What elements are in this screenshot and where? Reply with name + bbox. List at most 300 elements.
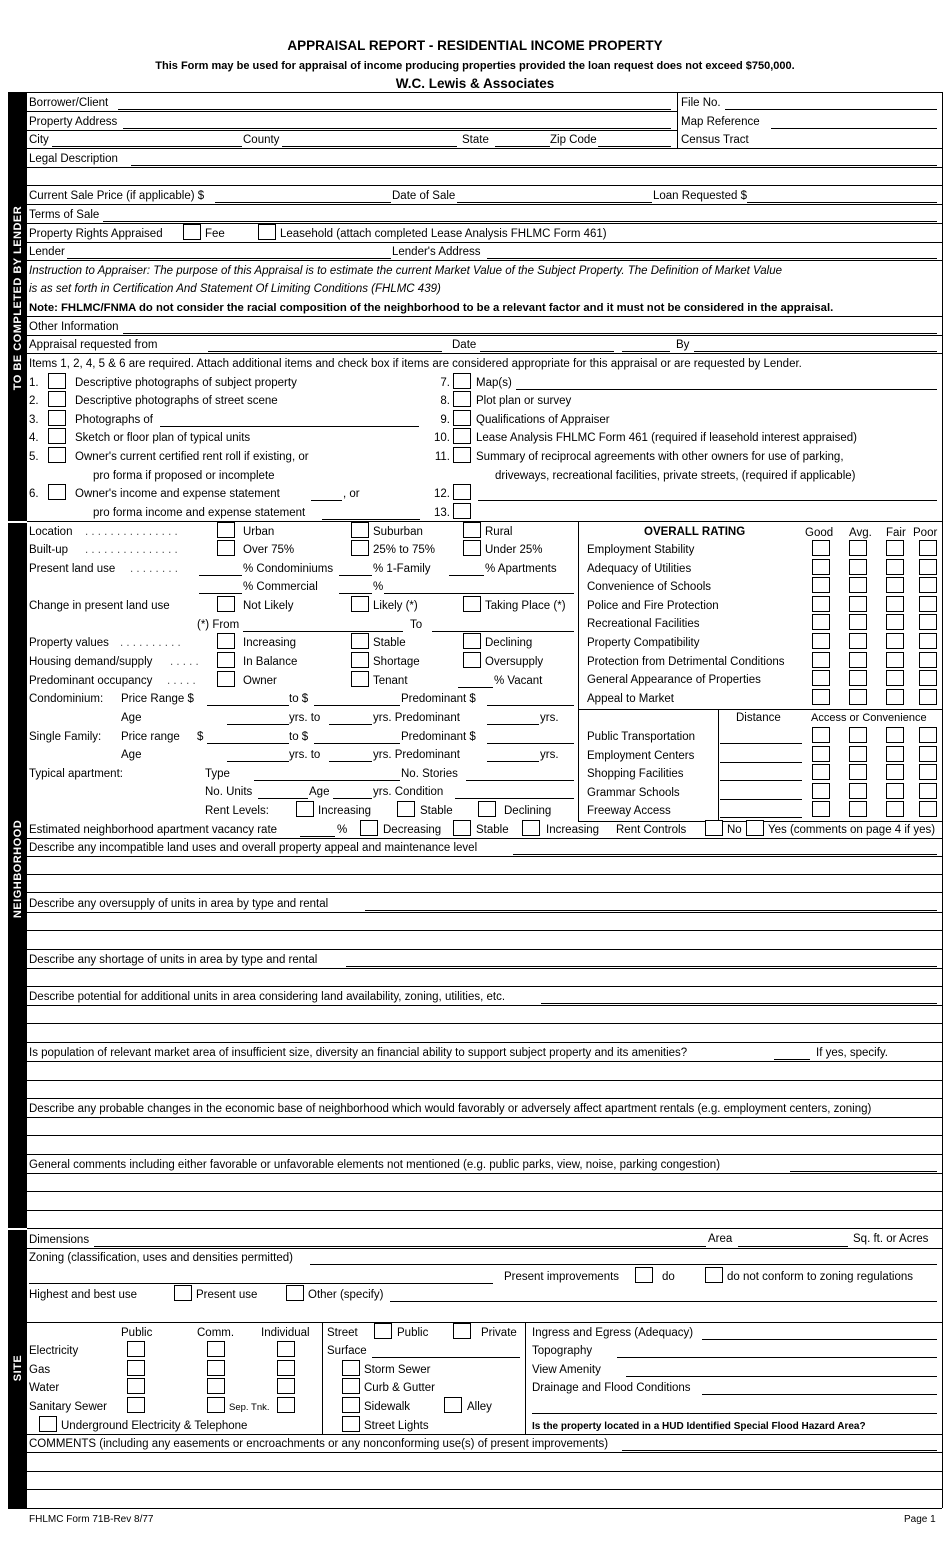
access-convenience-header: Access or Convenience bbox=[811, 712, 927, 724]
access-poor-checkbox[interactable] bbox=[919, 764, 937, 780]
sewer-public-checkbox[interactable] bbox=[127, 1397, 145, 1413]
population-if-yes: If yes, specify. bbox=[816, 1047, 889, 1059]
topography-field[interactable] bbox=[617, 1357, 937, 1358]
vacant-field[interactable] bbox=[458, 687, 493, 688]
item-11-checkbox[interactable] bbox=[453, 447, 471, 463]
leasehold-label: Leasehold (attach completed Lease Analysis FHLMC Form 461) bbox=[280, 228, 607, 240]
over75-checkbox[interactable] bbox=[217, 540, 235, 556]
typical-apartment-label: Typical apartment: bbox=[29, 768, 123, 780]
street-lights-label: Street Lights bbox=[364, 1420, 429, 1432]
distance-field[interactable] bbox=[720, 743, 802, 744]
distance-item-label: Freeway Access bbox=[587, 805, 671, 818]
from-field[interactable] bbox=[243, 631, 403, 632]
utilities-individual-header: Individual bbox=[261, 1327, 310, 1339]
item-4-checkbox[interactable] bbox=[48, 428, 66, 444]
view-amenity-field[interactable] bbox=[626, 1376, 937, 1377]
map-reference-field[interactable] bbox=[771, 128, 937, 129]
water-comm-checkbox[interactable] bbox=[207, 1378, 225, 1394]
rating-good-checkbox[interactable] bbox=[812, 652, 830, 668]
access-fair-checkbox[interactable] bbox=[886, 783, 904, 799]
date-of-sale-label: Date of Sale bbox=[392, 190, 456, 202]
sep-tnk-label: Sep. Tnk. bbox=[229, 1402, 270, 1413]
item-1-number: 1. bbox=[29, 377, 39, 389]
apt-age-field[interactable] bbox=[333, 798, 372, 799]
condominium-label: Condominium: bbox=[29, 693, 104, 705]
gas-individual-checkbox[interactable] bbox=[277, 1360, 295, 1376]
rating-poor-checkbox[interactable] bbox=[919, 670, 937, 686]
appraisal-requested-field[interactable] bbox=[208, 351, 442, 352]
p25to75-checkbox[interactable] bbox=[351, 540, 369, 556]
rating-fair-checkbox[interactable] bbox=[886, 540, 904, 556]
other-use-checkbox[interactable] bbox=[286, 1285, 304, 1301]
fee-checkbox[interactable] bbox=[183, 224, 201, 240]
shortage-checkbox[interactable] bbox=[351, 652, 369, 668]
rating-avg-checkbox[interactable] bbox=[849, 614, 867, 630]
oversupply-describe-field[interactable] bbox=[365, 910, 937, 911]
street-private-checkbox[interactable] bbox=[453, 1323, 471, 1339]
condo-yrs-predominant-label: yrs. Predominant bbox=[373, 712, 460, 724]
lender-address-field[interactable] bbox=[487, 258, 937, 259]
single-family-label: Single Family: bbox=[29, 731, 102, 743]
sewer-comm-checkbox[interactable] bbox=[207, 1397, 225, 1413]
electricity-comm-checkbox[interactable] bbox=[207, 1341, 225, 1357]
condominiums-field[interactable] bbox=[199, 575, 242, 576]
item-9-label: Qualifications of Appraiser bbox=[476, 414, 610, 426]
owner-checkbox[interactable] bbox=[217, 671, 235, 687]
rating-good-checkbox[interactable] bbox=[812, 540, 830, 556]
rating-good-checkbox[interactable] bbox=[812, 596, 830, 612]
rating-fair-checkbox[interactable] bbox=[886, 614, 904, 630]
by-label: By bbox=[676, 339, 690, 351]
underground-checkbox[interactable] bbox=[39, 1416, 57, 1432]
suburban-checkbox[interactable] bbox=[351, 522, 369, 538]
rating-item-label: Property Compatibility bbox=[587, 637, 700, 649]
p25to75-label: 25% to 75% bbox=[373, 544, 436, 556]
stable-checkbox[interactable] bbox=[351, 633, 369, 649]
potential-units-label: Describe potential for additional units in area considering land availability, zoning, utilities, etc. bbox=[29, 991, 506, 1003]
access-good-checkbox[interactable] bbox=[812, 764, 830, 780]
rent-declining-checkbox[interactable] bbox=[478, 801, 496, 817]
rating-avg-checkbox[interactable] bbox=[849, 689, 867, 705]
condo-price-from-field[interactable] bbox=[207, 705, 289, 706]
rating-good-checkbox[interactable] bbox=[812, 689, 830, 705]
loan-requested-field[interactable] bbox=[747, 202, 937, 203]
apt-no-units-field[interactable] bbox=[258, 798, 308, 799]
site-comments-label: COMMENTS (including any easements or encroachments or any nonconforming use(s) of present improvements) bbox=[29, 1438, 609, 1450]
items-required-text: Items 1, 2, 4, 5 & 6 are required. Attach additional items and check box if items are considered appropriate for this appraisal or are requested by Lender. bbox=[29, 358, 802, 370]
access-poor-checkbox[interactable] bbox=[919, 801, 937, 817]
rating-col-good: Good bbox=[805, 527, 834, 539]
date-of-sale-field[interactable] bbox=[457, 202, 652, 203]
zip-field[interactable] bbox=[598, 146, 671, 147]
form-title: APPRAISAL REPORT - RESIDENTIAL INCOME PROPERTY bbox=[287, 38, 663, 53]
drainage-label: Drainage and Flood Conditions bbox=[532, 1382, 691, 1394]
sf-yrs-label: yrs. bbox=[540, 749, 559, 761]
by-field[interactable] bbox=[694, 351, 937, 352]
census-tract-label: Census Tract bbox=[681, 134, 749, 146]
rating-avg-checkbox[interactable] bbox=[849, 670, 867, 686]
page-number: Page 1 bbox=[904, 1514, 936, 1525]
water-public-checkbox[interactable] bbox=[127, 1378, 145, 1394]
commercial-field[interactable] bbox=[199, 593, 242, 594]
area-label: Area bbox=[708, 1233, 733, 1245]
economic-changes-label: Describe any probable changes in the economic base of neighborhood which would favorably or adversely affect apartment rentals (e.g. employment centers, zoning) bbox=[29, 1103, 872, 1115]
rating-fair-checkbox[interactable] bbox=[886, 559, 904, 575]
urban-checkbox[interactable] bbox=[217, 522, 235, 538]
rating-poor-checkbox[interactable] bbox=[919, 633, 937, 649]
drainage-field[interactable] bbox=[702, 1394, 937, 1395]
vacancy-stable-checkbox[interactable] bbox=[453, 820, 471, 836]
distance-item-label: Employment Centers bbox=[587, 749, 695, 762]
item-3-checkbox[interactable] bbox=[48, 410, 66, 426]
item-2-checkbox[interactable] bbox=[48, 391, 66, 407]
dimensions-field[interactable] bbox=[94, 1246, 706, 1247]
rent-controls-no-label: No bbox=[727, 824, 742, 836]
built-up-dots: . . . . . . . . . . . . . . . bbox=[85, 544, 178, 556]
apt-age-label: Age bbox=[309, 786, 330, 798]
sf-age-label: Age bbox=[121, 749, 142, 761]
rent-stable-checkbox[interactable] bbox=[397, 801, 415, 817]
location-dots: . . . . . . . . . . . . . . . bbox=[85, 526, 178, 538]
general-comments-field[interactable] bbox=[790, 1171, 937, 1172]
over75-label: Over 75% bbox=[243, 544, 295, 556]
improvements-do-checkbox[interactable] bbox=[635, 1267, 653, 1283]
other-information-field[interactable] bbox=[123, 333, 937, 334]
item-12-checkbox[interactable] bbox=[453, 484, 471, 500]
access-good-checkbox[interactable] bbox=[812, 727, 830, 743]
county-field[interactable] bbox=[282, 146, 457, 147]
access-fair-checkbox[interactable] bbox=[886, 764, 904, 780]
state-field[interactable] bbox=[495, 146, 550, 147]
zoning-field-2[interactable] bbox=[29, 1283, 493, 1284]
rating-poor-checkbox[interactable] bbox=[919, 559, 937, 575]
apt-no-stories-field[interactable] bbox=[466, 780, 574, 781]
oversupply-checkbox[interactable] bbox=[463, 652, 481, 668]
item-7-checkbox[interactable] bbox=[453, 373, 471, 389]
condo-yrs-to-label: yrs. to bbox=[289, 712, 321, 724]
drainage-field-2[interactable] bbox=[532, 1413, 937, 1414]
improvements-do-not-checkbox[interactable] bbox=[705, 1267, 723, 1283]
rating-poor-checkbox[interactable] bbox=[919, 689, 937, 705]
rating-poor-checkbox[interactable] bbox=[919, 596, 937, 612]
distance-field[interactable] bbox=[720, 780, 802, 781]
ingress-field[interactable] bbox=[702, 1339, 937, 1340]
legal-description-field[interactable] bbox=[131, 165, 937, 166]
file-no-field[interactable] bbox=[725, 109, 937, 110]
section-label-site: SITE bbox=[12, 1354, 24, 1382]
gas-public-checkbox[interactable] bbox=[127, 1360, 145, 1376]
vacancy-decreasing-checkbox[interactable] bbox=[360, 820, 378, 836]
apt-type-field[interactable] bbox=[254, 780, 400, 781]
section-label-neighborhood: NEIGHBORHOOD bbox=[12, 819, 24, 919]
rating-fair-checkbox[interactable] bbox=[886, 670, 904, 686]
electricity-public-checkbox[interactable] bbox=[127, 1341, 145, 1357]
change-land-use-label: Change in present land use bbox=[29, 600, 170, 612]
condo-price-to-field[interactable] bbox=[314, 705, 400, 706]
item-7-number: 7. bbox=[440, 377, 450, 389]
vacancy-stable-label: Stable bbox=[476, 824, 509, 836]
distance-item-label: Grammar Schools bbox=[587, 786, 680, 799]
condo-age-predominant-field[interactable] bbox=[487, 724, 539, 725]
incompatible-uses-field[interactable] bbox=[513, 854, 937, 855]
access-good-checkbox[interactable] bbox=[812, 801, 830, 817]
commercial-label: % Commercial bbox=[243, 581, 318, 593]
sf-age-to-field[interactable] bbox=[329, 761, 372, 762]
utilities-public-header: Public bbox=[121, 1327, 153, 1339]
section-bar-site bbox=[8, 1230, 27, 1508]
lender-field[interactable] bbox=[67, 258, 391, 259]
rent-controls-yes-checkbox[interactable] bbox=[746, 820, 764, 836]
access-avg-checkbox[interactable] bbox=[849, 764, 867, 780]
surface-field[interactable] bbox=[372, 1357, 520, 1358]
oversupply-label: Oversupply bbox=[485, 656, 544, 668]
rating-avg-checkbox[interactable] bbox=[849, 577, 867, 593]
vacancy-decreasing-label: Decreasing bbox=[383, 824, 442, 836]
rating-fair-checkbox[interactable] bbox=[886, 633, 904, 649]
sf-predominant-label: Predominant $ bbox=[401, 731, 476, 743]
access-poor-checkbox[interactable] bbox=[919, 783, 937, 799]
general-comments-label: General comments including either favorable or unfavorable elements not mentioned (e.g. public parks, view, noise, parking congestion) bbox=[29, 1159, 721, 1171]
item-12-number: 12. bbox=[434, 488, 450, 500]
vacant-label: % Vacant bbox=[494, 675, 543, 687]
racial-note: Note: FHLMC/FNMA do not consider the racial composition of the neighborhood to be a relevant factor and it must not be considered in the appraisal. bbox=[29, 302, 834, 314]
sf-predominant-field[interactable] bbox=[487, 743, 574, 744]
population-answer-field[interactable] bbox=[774, 1059, 810, 1060]
rating-poor-checkbox[interactable] bbox=[919, 577, 937, 593]
item-9-checkbox[interactable] bbox=[453, 410, 471, 426]
other-pct-label: % bbox=[373, 581, 384, 593]
sf-to-label: to $ bbox=[289, 731, 309, 743]
not-likely-label: Not Likely bbox=[243, 600, 294, 612]
distance-item-label: Shopping Facilities bbox=[587, 768, 684, 781]
vacancy-rate-field[interactable] bbox=[300, 836, 335, 837]
present-land-use-label: Present land use bbox=[29, 563, 116, 575]
increasing-checkbox[interactable] bbox=[217, 633, 235, 649]
access-avg-checkbox[interactable] bbox=[849, 727, 867, 743]
item-6-checkbox[interactable] bbox=[48, 484, 66, 500]
appraisal-requested-label: Appraisal requested from bbox=[29, 339, 158, 351]
to-label: To bbox=[410, 619, 423, 631]
one-family-field[interactable] bbox=[339, 575, 372, 576]
vacancy-increasing-label: Increasing bbox=[546, 824, 600, 836]
rent-increasing-checkbox[interactable] bbox=[296, 801, 314, 817]
item-6-field[interactable] bbox=[311, 500, 342, 501]
apt-condition-field[interactable] bbox=[455, 798, 574, 799]
item-6-or: , or bbox=[343, 488, 360, 500]
item-6-continuation: pro forma income and expense statement bbox=[93, 507, 306, 519]
storm-sewer-checkbox[interactable] bbox=[342, 1360, 360, 1376]
condominiums-label: % Condominiums bbox=[243, 563, 334, 575]
gas-comm-checkbox[interactable] bbox=[207, 1360, 225, 1376]
terms-of-sale-label: Terms of Sale bbox=[29, 209, 100, 221]
access-fair-checkbox[interactable] bbox=[886, 727, 904, 743]
item-10-checkbox[interactable] bbox=[453, 428, 471, 444]
area-field[interactable] bbox=[738, 1246, 848, 1247]
item-5-checkbox[interactable] bbox=[48, 447, 66, 463]
property-values-label: Property values bbox=[29, 637, 109, 649]
access-fair-checkbox[interactable] bbox=[886, 746, 904, 762]
tenant-checkbox[interactable] bbox=[351, 671, 369, 687]
access-good-checkbox[interactable] bbox=[812, 746, 830, 762]
not-likely-checkbox[interactable] bbox=[217, 596, 235, 612]
distance-field[interactable] bbox=[720, 817, 802, 818]
property-address-label: Property Address bbox=[29, 116, 118, 128]
other-use-field[interactable] bbox=[384, 593, 574, 594]
item-2-label: Descriptive photographs of street scene bbox=[75, 395, 278, 407]
rating-item-label: Appeal to Market bbox=[587, 692, 674, 705]
rating-avg-checkbox[interactable] bbox=[849, 652, 867, 668]
form-subtitle: This Form may be used for appraisal of income producing properties provided the loan request does not exceed $750,000. bbox=[155, 60, 795, 72]
rating-good-checkbox[interactable] bbox=[812, 559, 830, 575]
alley-checkbox[interactable] bbox=[444, 1397, 462, 1413]
shortage-describe-field[interactable] bbox=[346, 966, 937, 967]
rating-fair-checkbox[interactable] bbox=[886, 652, 904, 668]
condo-age-from-field[interactable] bbox=[227, 724, 289, 725]
owner-label: Owner bbox=[243, 675, 277, 687]
sewer-individual-checkbox[interactable] bbox=[277, 1397, 295, 1413]
item-12-field[interactable] bbox=[478, 500, 937, 501]
property-rights-label: Property Rights Appraised bbox=[29, 228, 163, 240]
rating-item-label: Convenience of Schools bbox=[587, 581, 712, 594]
in-balance-checkbox[interactable] bbox=[217, 652, 235, 668]
company-name: W.C. Lewis & Associates bbox=[395, 76, 555, 91]
item-3-field[interactable] bbox=[160, 426, 419, 427]
condo-age-label: Age bbox=[121, 712, 142, 724]
distance-field[interactable] bbox=[720, 762, 802, 763]
in-balance-label: In Balance bbox=[243, 656, 298, 668]
rating-fair-checkbox[interactable] bbox=[886, 596, 904, 612]
zoning-field[interactable] bbox=[310, 1264, 937, 1265]
declining-label: Declining bbox=[485, 637, 533, 649]
terms-of-sale-field[interactable] bbox=[103, 221, 937, 222]
date-field-2[interactable] bbox=[622, 351, 670, 352]
rural-checkbox[interactable] bbox=[463, 522, 481, 538]
rating-col-poor: Poor bbox=[913, 527, 938, 539]
rating-good-checkbox[interactable] bbox=[812, 577, 830, 593]
rating-fair-checkbox[interactable] bbox=[886, 577, 904, 593]
distance-header: Distance bbox=[736, 712, 781, 724]
apartments-label: % Apartments bbox=[485, 563, 557, 575]
sf-age-from-field[interactable] bbox=[227, 761, 289, 762]
apartments-field[interactable] bbox=[449, 575, 484, 576]
potential-units-field[interactable] bbox=[541, 1003, 937, 1004]
rating-avg-checkbox[interactable] bbox=[849, 559, 867, 575]
access-poor-checkbox[interactable] bbox=[919, 746, 937, 762]
likely-checkbox[interactable] bbox=[351, 596, 369, 612]
distance-field[interactable] bbox=[720, 799, 802, 800]
leasehold-checkbox[interactable] bbox=[258, 224, 276, 240]
sf-age-predominant-field[interactable] bbox=[487, 761, 539, 762]
other-specify-field[interactable] bbox=[390, 1301, 937, 1302]
access-avg-checkbox[interactable] bbox=[849, 801, 867, 817]
item-6-cont-field[interactable] bbox=[322, 519, 420, 520]
water-individual-checkbox[interactable] bbox=[277, 1378, 295, 1394]
street-label: Street bbox=[327, 1327, 358, 1339]
rating-item-label: Police and Fire Protection bbox=[587, 599, 719, 612]
taking-place-checkbox[interactable] bbox=[463, 596, 481, 612]
item-7-label: Map(s) bbox=[476, 377, 512, 389]
item-4-label: Sketch or floor plan of typical units bbox=[75, 432, 251, 444]
rating-avg-checkbox[interactable] bbox=[849, 596, 867, 612]
access-fair-checkbox[interactable] bbox=[886, 801, 904, 817]
rating-poor-checkbox[interactable] bbox=[919, 540, 937, 556]
curb-gutter-label: Curb & Gutter bbox=[364, 1382, 435, 1394]
sf-price-to-field[interactable] bbox=[314, 743, 400, 744]
rating-poor-checkbox[interactable] bbox=[919, 614, 937, 630]
item-1-label: Descriptive photographs of subject property bbox=[75, 377, 297, 389]
rating-avg-checkbox[interactable] bbox=[849, 633, 867, 649]
predominant-occupancy-label: Predominant occupancy bbox=[29, 675, 153, 687]
condo-predominant-field[interactable] bbox=[487, 705, 574, 706]
section-label-lender: TO BE COMPLETED BY LENDER bbox=[12, 205, 24, 391]
date-field[interactable] bbox=[480, 351, 614, 352]
site-comments-field[interactable] bbox=[622, 1450, 937, 1451]
item-10-label: Lease Analysis FHLMC Form 461 (required if leasehold interest appraised) bbox=[476, 432, 857, 444]
sale-price-field[interactable] bbox=[215, 202, 391, 203]
rating-good-checkbox[interactable] bbox=[812, 633, 830, 649]
rating-good-checkbox[interactable] bbox=[812, 670, 830, 686]
item-13-checkbox[interactable] bbox=[453, 503, 471, 519]
storm-sewer-label: Storm Sewer bbox=[364, 1364, 431, 1376]
highest-best-use-label: Highest and best use bbox=[29, 1289, 138, 1301]
street-lights-checkbox[interactable] bbox=[342, 1416, 360, 1432]
condo-age-to-field[interactable] bbox=[329, 724, 372, 725]
overall-rating-title: OVERALL RATING bbox=[644, 526, 746, 538]
tenant-label: Tenant bbox=[373, 675, 408, 687]
rating-avg-checkbox[interactable] bbox=[849, 540, 867, 556]
rent-controls-no-checkbox[interactable] bbox=[705, 820, 723, 836]
legal-description-label: Legal Description bbox=[29, 153, 118, 165]
distance-item-label: Public Transportation bbox=[587, 731, 696, 743]
population-question: Is population of relevant market area of insufficient size, diversity an financial ability to support subject property and its amenities? bbox=[29, 1047, 688, 1059]
item-8-checkbox[interactable] bbox=[453, 391, 471, 407]
curb-gutter-checkbox[interactable] bbox=[342, 1378, 360, 1394]
under25-checkbox[interactable] bbox=[463, 540, 481, 556]
rating-good-checkbox[interactable] bbox=[812, 614, 830, 630]
sf-price-from-field[interactable] bbox=[207, 743, 289, 744]
item-1-checkbox[interactable] bbox=[48, 373, 66, 389]
underground-label: Underground Electricity & Telephone bbox=[61, 1420, 248, 1432]
item-13-number: 13. bbox=[434, 507, 450, 519]
declining-checkbox[interactable] bbox=[463, 633, 481, 649]
vacancy-increasing-checkbox[interactable] bbox=[522, 820, 540, 836]
city-field[interactable] bbox=[52, 146, 242, 147]
access-poor-checkbox[interactable] bbox=[919, 727, 937, 743]
rating-fair-checkbox[interactable] bbox=[886, 689, 904, 705]
street-public-checkbox[interactable] bbox=[374, 1323, 392, 1339]
present-improvements-label: Present improvements bbox=[504, 1271, 620, 1283]
item-5-number: 5. bbox=[29, 451, 39, 463]
present-use-checkbox[interactable] bbox=[174, 1285, 192, 1301]
housing-demand-label: Housing demand/supply bbox=[29, 656, 153, 668]
to-field[interactable] bbox=[432, 631, 574, 632]
item-7-field[interactable] bbox=[516, 389, 937, 390]
rating-poor-checkbox[interactable] bbox=[919, 652, 937, 668]
electricity-individual-checkbox[interactable] bbox=[277, 1341, 295, 1357]
street-public-label: Public bbox=[397, 1327, 429, 1339]
sf-price-range-label: Price range bbox=[121, 731, 180, 743]
street-private-label: Private bbox=[481, 1327, 517, 1339]
access-good-checkbox[interactable] bbox=[812, 783, 830, 799]
one-family-label: % 1-Family bbox=[373, 563, 431, 575]
borrower-field[interactable] bbox=[118, 109, 671, 110]
access-avg-checkbox[interactable] bbox=[849, 746, 867, 762]
property-address-field[interactable] bbox=[123, 128, 671, 129]
access-avg-checkbox[interactable] bbox=[849, 783, 867, 799]
other-pct-field[interactable] bbox=[339, 593, 372, 594]
item-5-label: Owner's current certified rent roll if existing, or bbox=[75, 451, 309, 463]
sidewalk-checkbox[interactable] bbox=[342, 1397, 360, 1413]
